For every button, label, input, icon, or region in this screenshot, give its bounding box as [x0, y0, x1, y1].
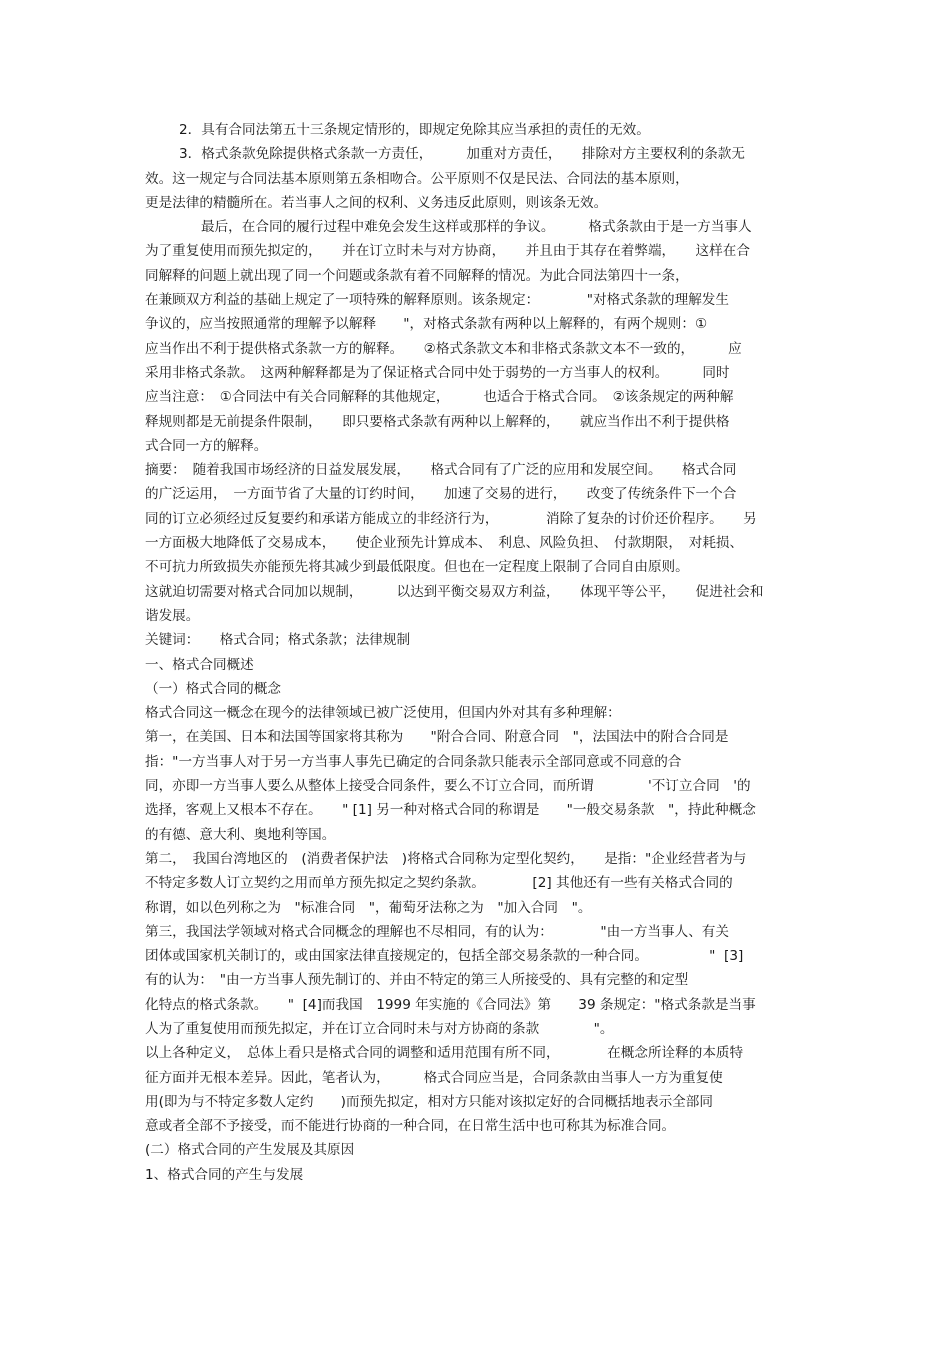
text-line: 摘要： 随着我国市场经济的日益发展发展， 格式合同有了广泛的应用和发展空间。 格式合同: [145, 462, 737, 479]
text-line: 关键词： 格式合同；格式条款；法律规制: [145, 632, 411, 649]
text-line: 选择，客观上又根本不存在。 " [1] 另一种对格式合同的称谓是 "一般交易条款 "，持此种概念: [145, 802, 756, 819]
text-line: 同的订立必须经过反复要约和承诺方能成立的非经济行为， 消除了复杂的讨价还价程序。 另: [145, 510, 757, 527]
text-line: 的广泛运用， 一方面节省了大量的订约时间， 加速了交易的进行， 改变了传统条件下一个合: [145, 486, 737, 503]
text-line: 应当作出不利于提供格式条款一方的解释。 ②格式条款文本和非格式条款文本不一致的， 应: [145, 340, 742, 357]
text-line: 采用非格式条款。 这两种解释都是为了保证格式合同中处于弱势的一方当事人的权利。 同时: [145, 364, 730, 381]
text-line: 应当注意： ①合同法中有关合同解释的其他规定， 也适合于格式合同。 ②该条规定的两种解: [145, 389, 734, 406]
text-line: 同解释的问题上就出现了同一个问题或条款有着不同解释的情况。为此合同法第四十一条，: [145, 267, 689, 284]
text-line: 为了重复使用而预先拟定的， 并在订立时未与对方协商， 并且由于其存在着弊端， 这样在合: [145, 243, 750, 260]
text-line: 不可抗力所致损失亦能预先将其减少到最低限度。但也在一定程度上限制了合同自由原则。: [145, 559, 689, 576]
text-line: 在兼顾双方利益的基础上规定了一项特殊的解释原则。该条规定： "对格式条款的理解发生: [145, 292, 729, 309]
text-line: 不特定多数人订立契约之用而单方预先拟定之契约条款。 [2] 其他还有一些有关格式合同的: [145, 875, 733, 892]
text-line: 最后，在合同的履行过程中难免会发生这样或那样的争议。 格式条款由于是一方当事人: [201, 219, 752, 236]
text-line: 效。这一规定与合同法基本原则第五条相吻合。公平原则不仅是民法、合同法的基本原则，: [145, 170, 689, 187]
text-line: 征方面并无根本差异。因此，笔者认为， 格式合同应当是，合同条款由当事人一方为重复使: [145, 1069, 723, 1086]
text-line: （一）格式合同的概念: [145, 680, 281, 697]
text-line: 第二， 我国台湾地区的 (消费者保护法 )将格式合同称为定型化契约， 是指："企业经营者为与: [145, 850, 747, 867]
text-line: 2．具有合同法第五十三条规定情形的，即规定免除其应当承担的责任的无效。: [179, 122, 650, 138]
text-line: 格式合同这一概念在现今的法律领域已被广泛使用，但国内外对其有多种理解：: [145, 705, 621, 722]
text-line: 第三，我国法学领域对格式合同概念的理解也不尽相同，有的认为： "由一方当事人、有关: [145, 923, 729, 940]
text-line: 谐发展。: [145, 607, 200, 624]
text-line: 有的认为： "由一方当事人预先制订的、并由不特定的第三人所接受的、具有完整的和定型: [145, 972, 689, 989]
text-line: 的有德、意大利、奥地利等国。: [145, 826, 336, 843]
text-line: 化特点的格式条款。 " [4]而我国 1999 年实施的《合同法》第 39 条规定："格式条款是当事: [145, 996, 756, 1013]
text-line: 意或者全部不予接受，而不能进行协商的一种合同，在日常生活中也可称其为标准合同。: [145, 1118, 676, 1135]
text-line: 人为了重复使用而预先拟定，并在订立合同时未与对方协商的条款 "。: [145, 1020, 614, 1037]
text-line: 这就迫切需要对格式合同加以规制， 以达到平衡交易双方利益， 体现平等公平， 促进社会和: [145, 583, 764, 600]
text-line: 3．格式条款免除提供格式条款一方责任， 加重对方责任， 排除对方主要权利的条款无: [179, 146, 745, 163]
text-line: 式合同一方的解释。: [145, 437, 268, 454]
text-line: 用(即为与不特定多数人定约 )而预先拟定，相对方只能对该拟定好的合同概括地表示全部同: [145, 1093, 713, 1110]
text-line: 更是法律的精髓所在。若当事人之间的权利、义务违反此原则，则该条无效。: [145, 194, 608, 211]
text-line: 一、格式合同概述: [145, 656, 254, 673]
text-line: 第一，在美国、日本和法国等国家将其称为 "附合合同、附意合同 "，法国法中的附合合同是: [145, 729, 729, 746]
text-line: 释规则都是无前提条件限制， 即只要格式条款有两种以上解释的， 就应当作出不利于提供格: [145, 413, 730, 430]
text-line: 争议的，应当按照通常的理解予以解释 "，对格式条款有两种以上解释的，有两个规则：①: [145, 316, 708, 333]
text-line: 1、格式合同的产生与发展: [145, 1166, 304, 1183]
text-line: 以上各种定义， 总体上看只是格式合同的调整和适用范围有所不同， 在概念所诠释的本质特: [145, 1045, 744, 1062]
text-line: 一方面极大地降低了交易成本， 使企业预先计算成本、 利息、风险负担、 付款期限， 对耗损、: [145, 535, 744, 552]
text-line: 指："一方当事人对于另一方当事人事先已确定的合同条款只能表示全部同意或不同意的合: [145, 753, 682, 770]
text-line: 称谓，如以色列称之为 "标准合同 "，葡萄牙法称之为 "加入合同 "。: [145, 899, 592, 916]
text-line: (二）格式合同的产生发展及其原因: [145, 1142, 355, 1159]
text-line: 同，亦即一方当事人要么从整体上接受合同条件，要么不订立合同，而所谓 '不订立合同 '的: [145, 778, 751, 795]
text-line: 团体或国家机关制订的，或由国家法律直接规定的，包括全部交易条款的一种合同。 " [3]: [145, 948, 744, 965]
document-body: [145, 118, 813, 1187]
